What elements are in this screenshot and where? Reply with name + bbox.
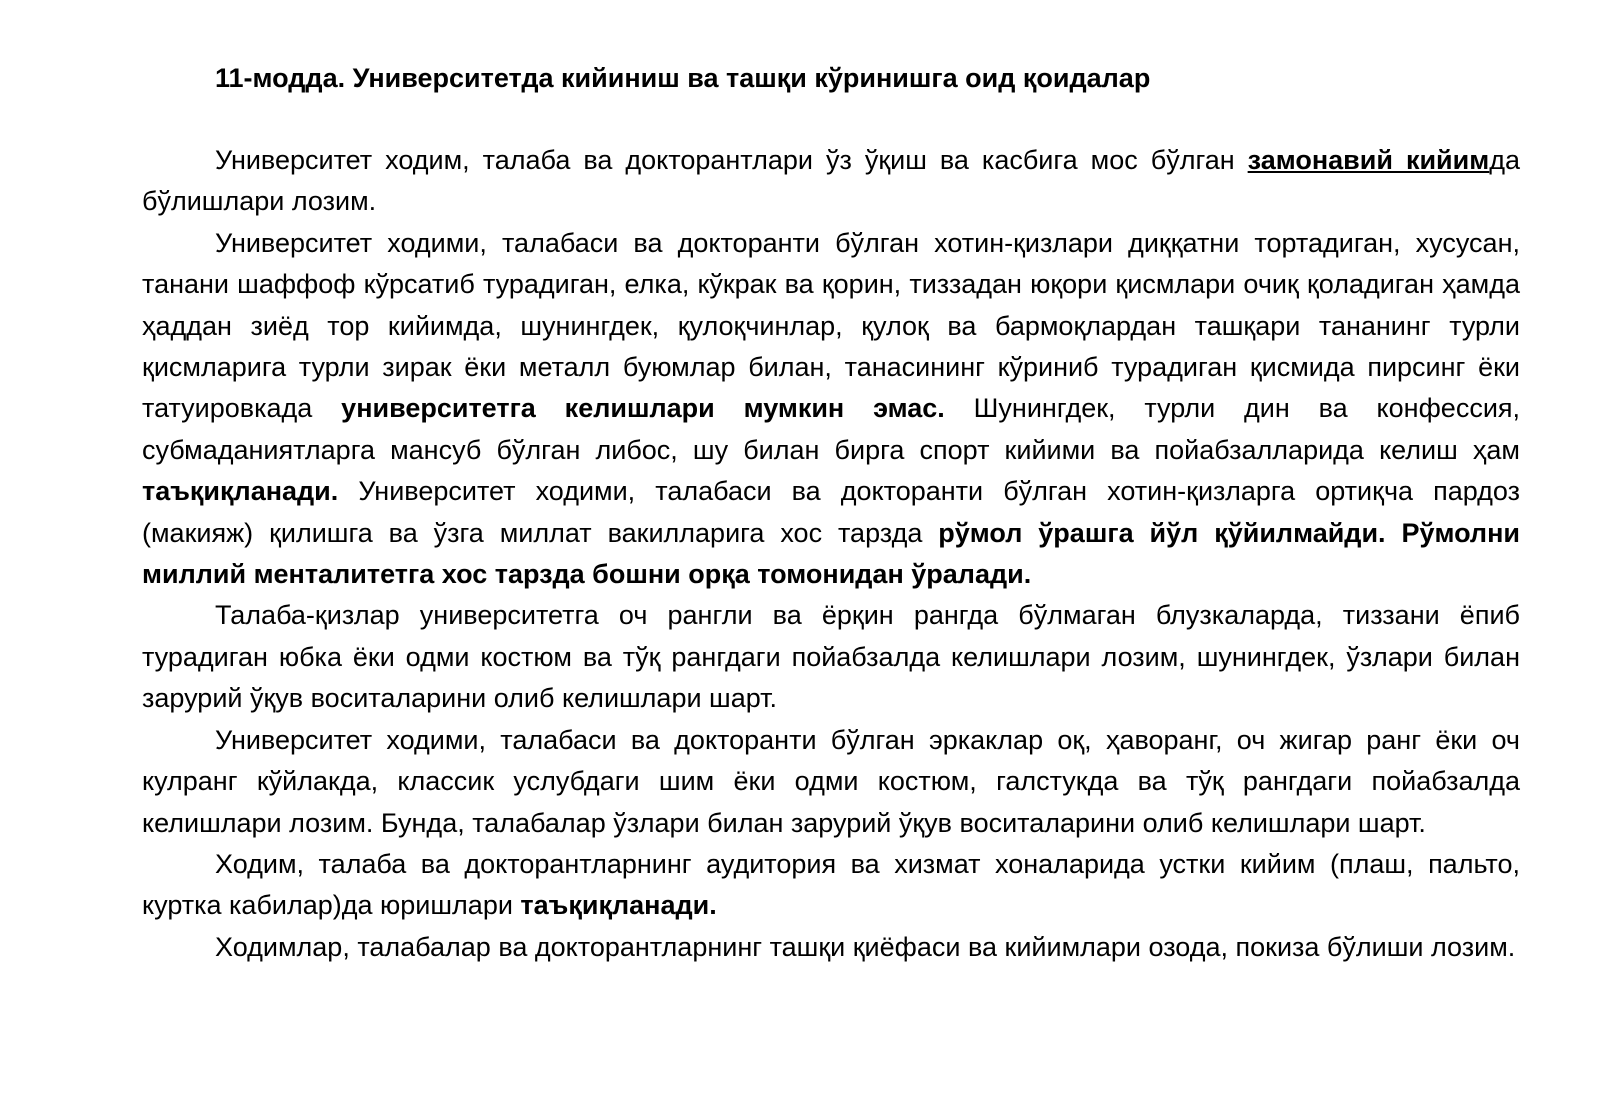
text-run: да бўлишлари лозим. (142, 145, 1521, 217)
emphasized-text: таъқиқланади. (142, 476, 339, 507)
paragraph-3 (142, 595, 1520, 719)
text-run: Университет ходими, талабаси ва докторанти бўлган хотин-қизлари диққатни тортадиган, хусусан, танани шаффоф кўрсатиб турадиган, елка, кўкрак ва қорин, тиззадан юқори қисмлари очиқ қоладиган ҳамда ҳаддан зиёд тор кийимда, шунингдек, қулоқчинлар, қулоқ ва бармоқлардан ташқари тананинг турли қисмларига турли зирак ёки металл буюмлар билан, танасининг кўриниб турадиган қисмида пирсинг ёки татуировкада (142, 227, 1520, 424)
emphasized-text: рўмол ўрашга йўл қўйилмайди. Рўмолни миллий менталитетга хос тарзда бошни орқа томонидан ўралади. (142, 517, 1520, 590)
text-run: Ходимлар, талабалар ва докторантларнинг ташқи қиёфаси ва кийимлари озода, покиза бўлиши лозим. (215, 931, 1516, 962)
emphasized-text: таъқиқланади. (520, 890, 717, 921)
paragraph-6 (142, 927, 1520, 968)
text-run: Университет ходими, талабаси ва докторанти бўлган эркаклар оқ, ҳаворанг, оч жигар ранг ёки оч кулранг кўйлакда, классик услубдаги шим ёки одми костюм, галстукда ва тўқ рангдаги пойабзалда келишлари лозим. Бунда, талабалар ўзлари билан зарурий ўқув воситаларини олиб келишлари шарт. (142, 724, 1520, 838)
text-run: Ходим, талаба ва докторантларнинг аудитория ва хизмат хоналарида устки кийим (плаш, пальто, куртка кабилар)да юришлари (142, 848, 1520, 921)
document-body (142, 140, 1520, 968)
text-run: Шунингдек, турли дин ва конфессия, субмаданиятларга мансуб бўлган либос, шу билан бирга спорт кийими ва пойабзалларида келиш ҳам (142, 393, 1521, 465)
text-run: Талаба-қизлар университетга оч рангли ва ёрқин рангда бўлмаган блузкаларда, тиззани ёпиб турадиган юбка ёки одми костюм ва тўқ рангдаги пойабзалда келишлари лозим, шунингдек, ўзлари билан зарурий ўқув воситаларини олиб келишлари шарт. (142, 600, 1520, 714)
paragraph-2 (142, 223, 1520, 596)
paragraph-4 (142, 720, 1520, 844)
paragraph-1 (142, 140, 1520, 223)
article-heading: 11-модда. Университетда кийиниш ва ташқи кўринишга оид қоидалар (215, 63, 1151, 93)
text-run: Университет ходими, талабаси ва докторанти бўлган хотин-қизларга ортиқча пардоз (макияж) қилишга ва ўзга миллат вакилларига хос тарзда (142, 476, 1520, 548)
emphasized-text: университетга келишлари мумкин эмас. (341, 393, 945, 424)
document-page (142, 58, 1520, 968)
text-run: Университет ходим, талаба ва докторантлари ўз ўқиш ва касбига мос бўлган (215, 145, 1248, 175)
paragraph-5 (142, 844, 1520, 927)
emphasized-text: замонавий кийим (1247, 145, 1490, 175)
